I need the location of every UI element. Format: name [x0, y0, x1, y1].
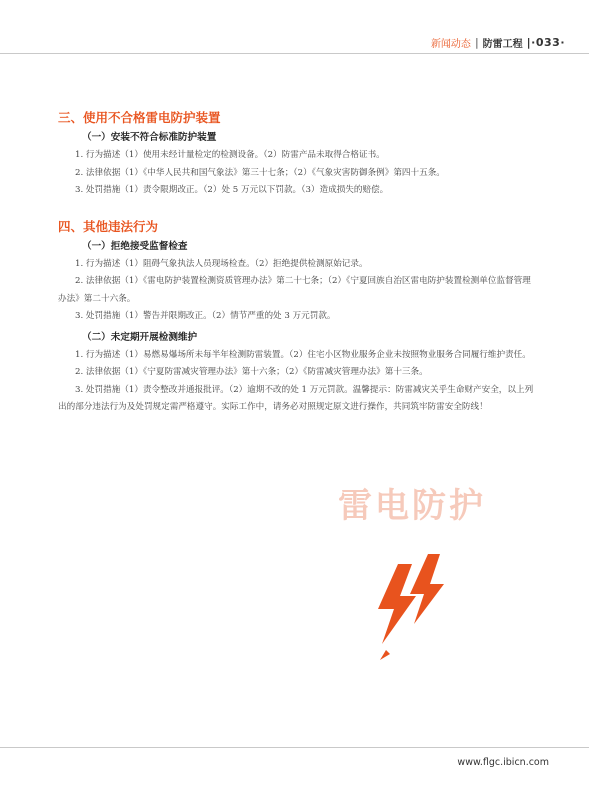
lightning-bolt-icon [372, 554, 472, 664]
paragraph: 2. 法律依据（1）《雷电防护装置检测资质管理办法》第二十七条；（2）《宁夏回族自治区雷电防护装置检测单位监督管理办法》第二十六条。 [58, 276, 531, 304]
subsection-title: （二）未定期开展检测维护 [82, 331, 198, 343]
paragraph: 3. 处罚措施（1）警告并限期改正。（2）情节严重的处 3 万元罚款。 [75, 311, 336, 321]
header-rule [0, 53, 589, 54]
page-number: |·033· [526, 36, 565, 49]
paragraph: 3. 处罚措施（1）责令整改并通报批评。（2）逾期不改的处 1 万元罚款。温馨提示：防雷减灾关乎生命财产安全，以上列出的部分违法行为及处罚规定需严格遵守。实际工作中，请务必对照规定原文进行操作，共同筑牢防雷安全防线！ [58, 384, 534, 412]
lightning-bolt-left [378, 564, 416, 644]
article-body [58, 108, 536, 417]
header-separator: | [474, 36, 479, 49]
paragraph: 1. 行为描述（1）易燃易爆场所未每半年检测防雷装置。（2）住宅小区物业服务企业未按照物业服务合同履行维护责任。 [75, 349, 531, 360]
section-title: 三、使用不合格雷电防护装置 [58, 110, 221, 125]
paragraph: 3. 处罚措施（1）责令限期改正。（2）处 5 万元以下罚款。（3）造成损失的赔偿。 [75, 185, 389, 195]
paragraph: 2. 法律依据（1）《中华人民共和国气象法》第三十七条；（2）《气象灾害防御条例》第四十五条。 [75, 167, 445, 178]
lightning-protection-logo-text: 雷电防护 [338, 486, 486, 526]
paragraph: 1. 行为描述（1）使用未经计量检定的检测设备。（2）防雷产品未取得合格证书。 [75, 150, 385, 160]
paragraph: 1. 行为描述（1）阻碍气象执法人员现场检查。（2）拒绝提供检测原始记录。 [75, 258, 368, 269]
page-header [431, 35, 565, 50]
header-section: 防雷工程 [482, 39, 523, 50]
header-category: 新闻动态 [430, 39, 471, 50]
lightning-bolt-right [410, 554, 444, 624]
bolt-spark [380, 650, 390, 660]
subsection-title: （一）拒绝接受监督检查 [82, 240, 188, 252]
footer-url[interactable]: www.flgc.ibicn.com [457, 757, 549, 768]
footer-rule [0, 747, 589, 748]
paragraph: 2. 法律依据（1）《宁夏防雷减灾管理办法》第十六条；（2）《防雷减灾管理办法》第十三条。 [75, 367, 428, 377]
subsection-title: （一）安装不符合标准防护装置 [82, 132, 217, 143]
section-title: 四、其他违法行为 [58, 218, 159, 234]
